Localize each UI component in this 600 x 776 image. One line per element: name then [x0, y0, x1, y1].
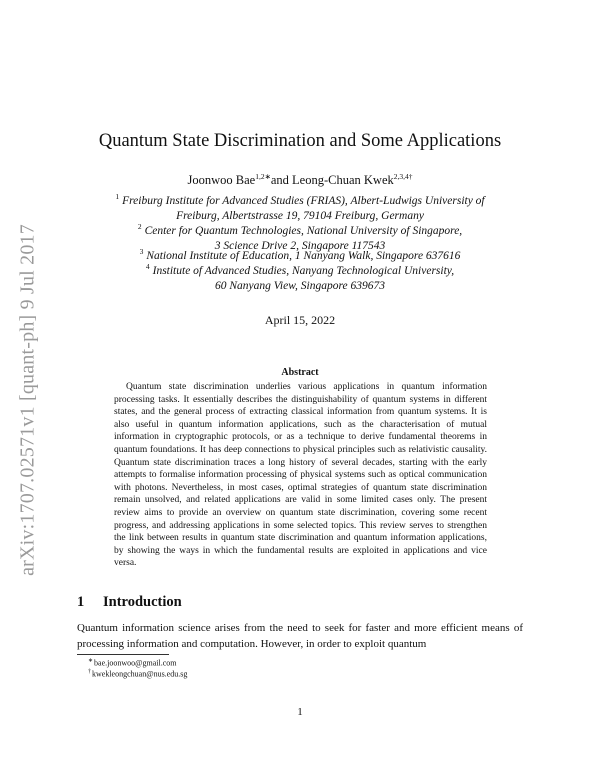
section-heading — [77, 594, 182, 611]
affiliation-text: Center for Quantum Technologies, National University of Singapore, — [144, 224, 463, 237]
footnote-1 — [88, 657, 177, 668]
affiliation-text: National Institute of Education, 1 Nanyang Walk, Singapore 637616 — [146, 249, 461, 262]
author-conjunction: and — [270, 173, 289, 188]
affiliation-4 — [0, 259, 600, 294]
affiliation-mark: 1 — [115, 192, 120, 201]
paper-title: Quantum State Discrimination and Some Applications — [98, 131, 502, 151]
affiliation-text: Freiburg, Albertstrasse 19, 79104 Freiburg, Germany — [176, 209, 424, 222]
affiliation-text: 3 Science Drive 2, Singapore 117543 — [214, 239, 386, 252]
affiliation-text: 60 Nanyang View, Singapore 639673 — [214, 279, 386, 292]
footnote-2 — [88, 669, 187, 679]
section-body-text: Quantum information science arises from the need to seek for faster and more efficient means of processing information and computation. However, in order to exploit quantum — [77, 622, 523, 650]
affiliation-mark: 3 — [139, 247, 144, 256]
footnote-mark: † — [88, 669, 91, 675]
arxiv-identifier: arXiv:1707.02571v1 [quant-ph] 9 Jul 2017 — [16, 224, 39, 576]
affiliation-text: Freiburg Institute for Advanced Studies (FRIAS), Albert-Ludwigs University of — [122, 194, 485, 207]
section-title: Introduction — [103, 594, 182, 610]
footnote-divider — [77, 654, 169, 655]
affiliation-text: Institute of Advanced Studies, Nanyang Technological University, — [152, 264, 455, 277]
footnote-mark: ∗ — [88, 658, 94, 664]
paper-date: April 15, 2022 — [264, 313, 336, 327]
author-affiliation-marks: 1,2∗ — [255, 172, 271, 181]
section-number: 1 — [77, 594, 85, 610]
footnote-text: bae.joonwoo@gmail.com — [94, 658, 177, 668]
author-line — [0, 172, 600, 188]
author-name: Leong-Chuan Kwek — [292, 173, 394, 188]
author-name: Joonwoo Bae — [187, 173, 256, 188]
abstract-text: Quantum state discrimination underlies various applications in quantum information processing tasks. It essentially describes the distinguishability of quantum systems in different states, and the general process of extracting classical information from quantum systems. It is also useful in quantum information applications, such as the characterisation of mutual information in cryptographic protocols, or as a technique to derive fundamental theorems in quantum foundations. It has deep connections to physical principles such as relativistic causality. Quantum state discrimination traces a long history of several decades, starting with the early attempts to formalise information processing of physical systems such as optical communication with photons. Nevertheless, in most cases, optimal strategies of quantum state discrimination remain unsolved, and related applications are valid in some limited cases only. The present review aims to provide an overview on quantum state discrimination, covering some recent progress, and addressing applications in some selected topics. This review serves to strengthen the link between results in quantum state discrimination and quantum information applications, by showing the ways in which the fundamental results are exploited in applications and vice versa. — [114, 382, 487, 569]
affiliation-mark: 2 — [137, 222, 142, 231]
author-affiliation-marks: 2,3,4† — [393, 172, 413, 181]
abstract-heading: Abstract — [281, 367, 319, 378]
footnote-text: kwekleongchuan@nus.edu.sg — [92, 669, 188, 679]
page-number: 1 — [297, 706, 303, 718]
affiliation-mark: 4 — [145, 262, 150, 271]
